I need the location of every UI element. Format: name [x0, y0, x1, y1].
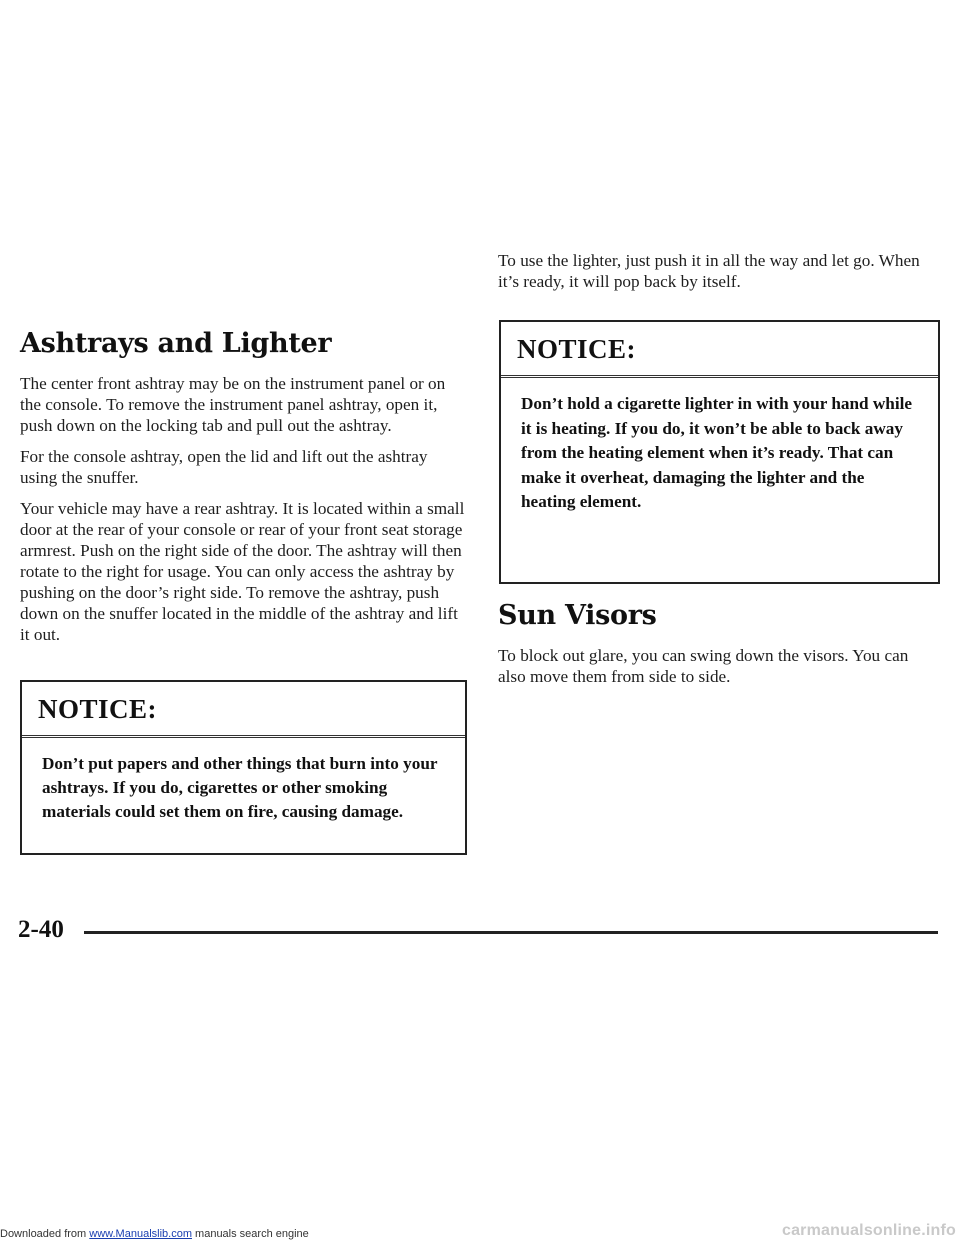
watermark: carmanualsonline.info — [781, 1222, 956, 1239]
paragraph: The center front ashtray may be on the instrument panel or on the console. To remove the instrument panel ashtray, open it, push down on the locking tab and pull out the ashtray. — [20, 374, 446, 435]
right-column — [498, 250, 938, 302]
notice-box-ashtrays — [20, 680, 467, 855]
paragraph: Your vehicle may have a rear ashtray. It is located within a small door at the rear of your console or rear of your front seat storage armrest. Push on the right side of the door. The ashtray will then rotate to the right for usage. You can only access the ashtray by pushing on the door’s right side. To remove the ashtray, push down on the snuffer located in the middle of the ashtray and lift it out. — [20, 499, 465, 644]
paragraph: To block out glare, you can swing down the visors. You can also move them from side to side. — [498, 646, 909, 686]
notice-text: Don’t put papers and other things that burn into your ashtrays. If you do, cigarettes or other smoking materials could set them on fire, causing damage. — [42, 754, 438, 821]
notice-header — [22, 682, 465, 738]
notice-title: NOTICE: — [38, 694, 158, 724]
paragraph-lighter-intro: To use the lighter, just push it in all the way and let go. When it’s ready, it will pop back by itself. — [498, 251, 920, 291]
heading-ashtrays-and-lighter: Ashtrays and Lighter — [20, 328, 332, 359]
footer-rule — [84, 931, 938, 934]
page-number: 2-40 — [18, 916, 64, 943]
notice-header — [501, 322, 938, 378]
paragraph: For the console ashtray, open the lid and lift out the ashtray using the snuffer. — [20, 447, 428, 487]
heading-sun-visors: Sun Visors — [498, 600, 657, 631]
sun-visors-section — [498, 600, 938, 697]
download-note — [0, 1228, 309, 1240]
notice-title: NOTICE: — [517, 334, 637, 364]
manualslib-link[interactable]: www.Manualslib.com — [89, 1228, 192, 1240]
download-prefix: Downloaded from — [0, 1228, 90, 1240]
notice-box-lighter — [499, 320, 940, 584]
download-suffix: manuals search engine — [191, 1228, 309, 1240]
left-column — [20, 328, 465, 655]
notice-text: Don’t hold a cigarette lighter in with your hand while it is heating. If you do, it won’t be able to back away from the heating element when it’s ready. That can make it overheat, damaging the lighter and the heating element. — [521, 394, 913, 511]
